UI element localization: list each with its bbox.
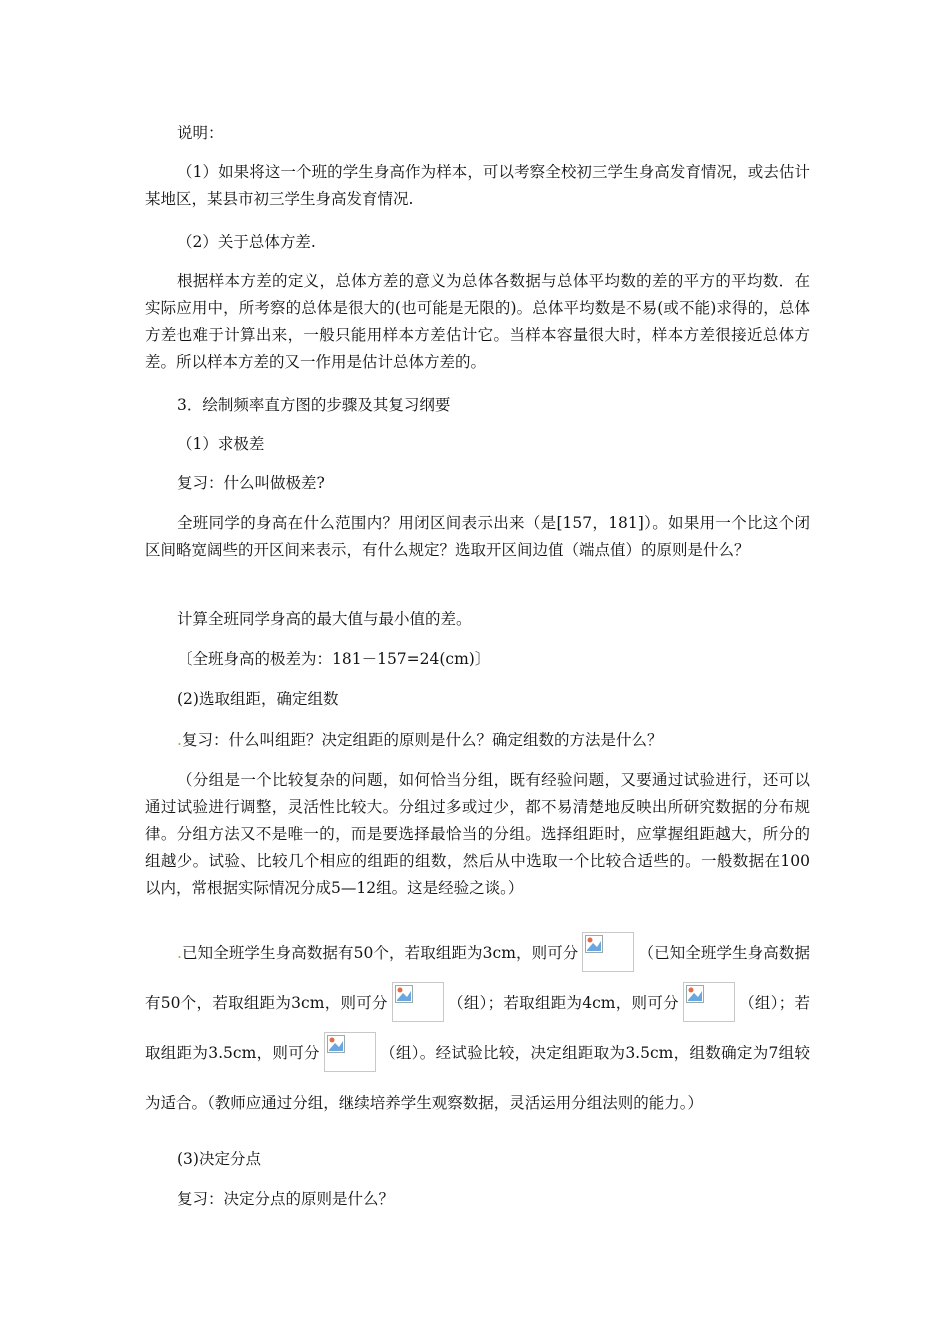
- paragraph-interval-review: [145, 727, 810, 754]
- broken-formula-image: [582, 932, 634, 972]
- paragraph-range-heading: （1）求极差: [177, 435, 265, 453]
- text-marker: .: [177, 944, 182, 962]
- paragraph-range-compute: 计算全班同学身高的最大值与最小值的差。: [177, 610, 472, 628]
- paragraph-range-result: 〔全班身高的极差为：181－157=24(cm)〕: [177, 650, 491, 668]
- paragraph-variance-text: 根据样本方差的定义，总体方差的意义为总体各数据与总体平均数的差的平方的平均数．在实际应用中，所考察的总体是很大的(也可能是无限的)。总体平均数是不易(或不能)求得的，总体方差也难于计算出来，一般只能用样本方差估计它。当样本容量很大时，样本方差很接近总体方差。所以样本方差的又一作用是估计总体方差的。: [145, 272, 810, 371]
- broken-image-icon: [686, 985, 704, 1003]
- grouping-text-b: （已知全班学生身高数据有50个，若取组距为3cm，则可分: [145, 944, 810, 1012]
- paragraph-range-review: 复习：什么叫做极差?: [177, 474, 325, 492]
- paragraph-division-review: 复习：决定分点的原则是什么？: [177, 1190, 395, 1208]
- broken-formula-image: [324, 1032, 376, 1072]
- paragraph-sample-note: （1）如果将这一个班的学生身高作为样本，可以考察全校初三学生身高发育情况，或去估计某地区，某县市初三学生身高发育情况.: [145, 163, 810, 208]
- interval-review-text: 复习：什么叫组距？决定组距的原则是什么？确定组数的方法是什么？: [181, 731, 663, 749]
- paragraph-section-3-heading: 3．绘制频率直方图的步骤及其复习纲要: [177, 396, 451, 414]
- broken-image-icon: [585, 935, 603, 953]
- paragraph-grouping-explanation: （分组是一个比较复杂的问题，如何恰当分组，既有经验问题，又要通过试验进行，还可以通过试验进行调整，灵活性比较大。分组过多或过少，都不易清楚地反映出所研究数据的分布规律。分组方法又不是唯一的，而是要选择最恰当的分组。选择组距时，应掌握组距越大，所分的组越少。试验、比较几个相应的组距的组数，然后从中选取一个比较合适些的。一般数据在100以内，常根据实际情况分成5—12组。这是经验之谈。）: [145, 771, 810, 897]
- paragraph-division-heading: (3)决定分点: [177, 1150, 261, 1168]
- paragraph-interval-heading: (2)选取组距，确定组数: [177, 690, 339, 708]
- paragraph-note-title: 说明：: [177, 124, 224, 142]
- grouping-text-a: 已知全班学生身高数据有50个，若取组距为3cm，则可分: [181, 944, 579, 962]
- paragraph-grouping-example: [145, 928, 810, 1128]
- grouping-text-d: （组）；若取组距为3.5cm，则可分: [145, 994, 810, 1062]
- broken-image-icon: [327, 1035, 345, 1053]
- text-marker: .: [177, 731, 182, 749]
- broken-formula-image: [392, 982, 444, 1022]
- grouping-text-e: （组）。经试验比较，决定组距取为3.5cm，组数确定为7组较为适合。（教师应通过分组，继续培养学生观察数据，灵活运用分组法则的能力。）: [145, 1044, 810, 1112]
- broken-formula-image: [683, 982, 735, 1022]
- paragraph-variance-heading: （2）关于总体方差.: [177, 233, 316, 251]
- grouping-text-c: （组）；若取组距为4cm，则可分: [447, 994, 679, 1012]
- broken-image-icon: [395, 985, 413, 1003]
- paragraph-range-question: 全班同学的身高在什么范围内？用闭区间表示出来（是[157，181]）。如果用一个比这个闭区间略宽阔些的开区间来表示，有什么规定？选取开区间边值（端点值）的原则是什么？: [145, 514, 810, 559]
